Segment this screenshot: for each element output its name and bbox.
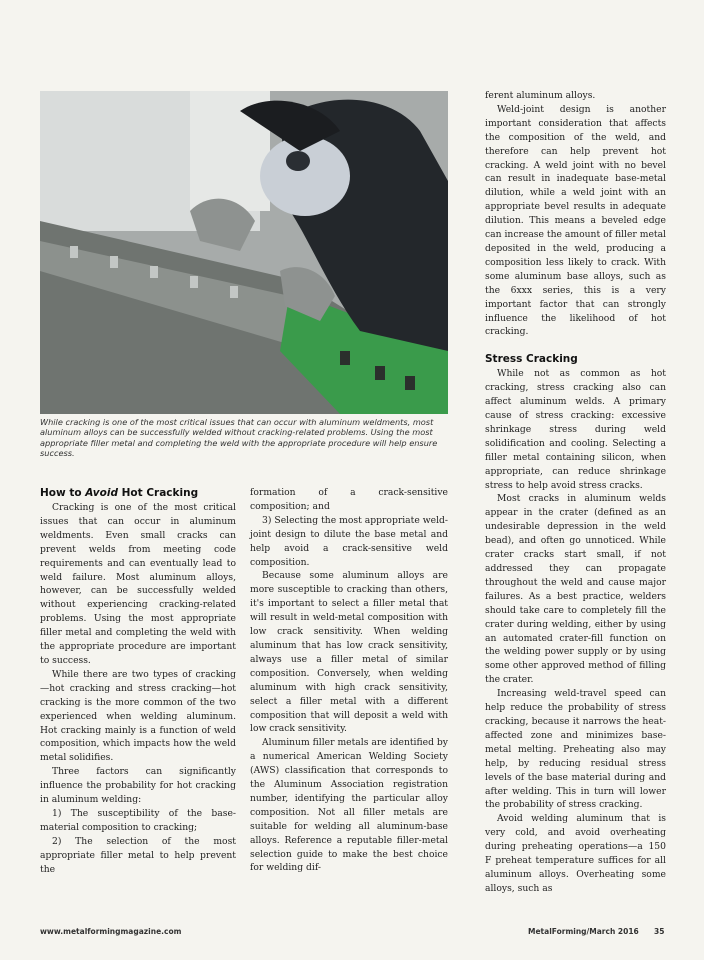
paragraph: Cracking is one of the most critical issues that can occur in aluminum weldments. Even small cracks can prevent welds from meeting code requirements and can eventually lead to weld failure. Most aluminum alloys, however, can be successfully welded without experiencing cracking-related problems. Using the most appropriate filler metal and completing the weld with the appropriate procedure are important to success. bbox=[40, 502, 236, 666]
column-3 bbox=[485, 89, 666, 896]
paragraph: formation of a crack-sensitive composition; and bbox=[250, 487, 448, 512]
paragraph: While there are two types of cracking—hot cracking and stress cracking—hot cracking is the more common of the two experienced when welding aluminum. Hot cracking mainly is a function of weld composition, which impacts how the weld metal solidifies. bbox=[40, 668, 236, 764]
column-2 bbox=[250, 486, 448, 875]
paragraph: 1) The susceptibility of the base-material composition to cracking; bbox=[40, 807, 236, 833]
footer-publication: MetalForming/March 2016 bbox=[528, 927, 639, 936]
paragraph: Weld-joint design is another important consideration that affects the composition of the weld, and therefore can help prevent hot cracking. A weld joint with no bevel can result in inadequate base-metal dilution, while a weld joint with an appropriate bevel results in adequate dilution. This means a beveled edge can increase the amount of filler metal deposited in the weld, producing a composition less likely to crack. With some aluminum base alloys, such as the 6xxx series, this is a very important factor that can strongly influence the likelihood of hot cracking. bbox=[485, 103, 666, 338]
welding-photo bbox=[40, 91, 448, 414]
paragraph: Most cracks in aluminum welds appear in the crater (defined as an undesirable depression in the weld bead), and often go unnoticed. While crater cracks start small, if not addressed they can propagate throughout the weld and cause major failures. As a best practice, welders should take care to completely fill the crater during welding, either by using an automated crater-fill function on the welding power supply or by using some other approved method of filling the crater. bbox=[485, 493, 666, 686]
paragraph: ferent aluminum alloys. bbox=[485, 90, 596, 101]
footer-website: www.metalformingmagazine.com bbox=[40, 927, 182, 936]
paragraph: Avoid welding aluminum that is very cold, and avoid overheating during preheating operations—a 150 F preheat temperature suffices for all aluminum alloys. Overheating some alloys, such as bbox=[485, 813, 666, 894]
welder-image-icon bbox=[40, 91, 448, 414]
column-1 bbox=[40, 486, 236, 876]
paragraph: 2) The selection of the most appropriate filler metal to help prevent the bbox=[40, 835, 236, 875]
paragraph: Three factors can significantly influence the probability for hot cracking in aluminum welding: bbox=[40, 766, 236, 806]
paragraph: Aluminum filler metals are identified by a numerical American Welding Society (AWS) classification that corresponds to the Aluminum Association registration number, identifying the particular alloy composition. Not all filler metals are suitable for welding all aluminum-base alloys. Reference a reputable filler-metal selection guide to make the best choice for welding dif- bbox=[250, 737, 448, 874]
section-heading-hot-cracking: How to Avoid Hot Cracking bbox=[40, 487, 199, 499]
paragraph: Because some aluminum alloys are more susceptible to cracking than others, it's important to select a filler metal that will result in weld-metal composition with low crack sensitivity. When welding aluminum that has low crack sensitivity, always use a filler metal of similar composition. Conversely, when welding aluminum with high crack sensitivity, select a filler metal with a different composition that will deposit a weld with low crack sensitivity. bbox=[250, 570, 448, 735]
paragraph: Increasing weld-travel speed can help reduce the probability of stress cracking, because it narrows the heat-affected zone and minimizes base-metal melting. Preheating also may help, by reducing residual stress levels of the base material during and after welding. This in turn will lower the probability of stress cracking. bbox=[485, 688, 666, 811]
paragraph: While not as common as hot cracking, stress cracking also can affect aluminum welds. A primary cause of stress cracking: excessive shrinkage stress during weld solidification and cooling. Selecting a filler metal containing silicon, when appropriate, can reduce shrinkage stress to help avoid stress cracks. bbox=[485, 368, 666, 491]
photo-caption: While cracking is one of the most critical issues that can occur with aluminum weldments, most aluminum alloys can be successfully welded without cracking-related problems. Using the most appropriate filler metal and completing the weld with the appropriate procedure will help ensure success. bbox=[40, 417, 438, 458]
section-heading-stress-cracking: Stress Cracking bbox=[485, 353, 578, 366]
paragraph: 3) Selecting the most appropriate weld-joint design to dilute the base metal and help avoid a crack-sensitive weld composition. bbox=[250, 514, 448, 568]
page-number: 35 bbox=[654, 927, 665, 936]
